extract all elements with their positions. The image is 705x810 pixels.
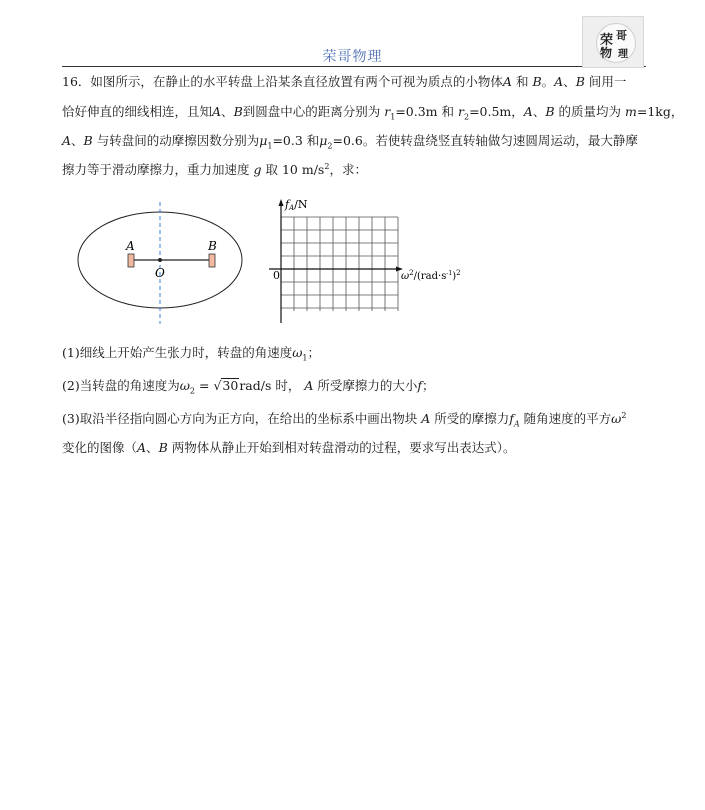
logo-char-2: 哥 bbox=[616, 29, 627, 42]
logo-char-3: 物 bbox=[600, 46, 613, 60]
label-o: O bbox=[155, 266, 165, 280]
center-point-o bbox=[158, 258, 162, 262]
grid-lines bbox=[281, 217, 398, 323]
label-b: B bbox=[208, 239, 217, 253]
header-divider bbox=[62, 66, 646, 67]
logo-char-1: 荣 bbox=[600, 33, 614, 48]
origin-label: 0 bbox=[273, 269, 280, 282]
y-axis-arrow-icon bbox=[279, 199, 284, 206]
question-3-line-1: (3)取沿半径指向圆心方向为正方向，在给出的坐标系中画出物块 A 所受的摩擦力$f_A$ 随角速度的平方$\omega^2$ bbox=[62, 410, 627, 429]
logo-char-4: 理 bbox=[618, 49, 628, 60]
problem-line-1: 16．如图所示，在静止的水平转盘上沿某条直径放置有两个可视为质点的小物体A 和 B。A、B 间用一 bbox=[62, 74, 627, 89]
question-3-line-2: 变化的图像（A、B 两物体从静止开始到相对转盘滑动的过程，要求写出表达式）。 bbox=[62, 440, 516, 455]
logo bbox=[582, 16, 644, 68]
label-a: A bbox=[126, 239, 135, 253]
sqrt-symbol: √ bbox=[213, 378, 222, 393]
y-axis-label: fA/N bbox=[285, 198, 308, 212]
turntable-figure bbox=[70, 200, 250, 330]
problem-line-2: 恰好伸直的细线相连，且知A、B到圆盘中心的距离分别为 $r_1=0.3m$ 和 $r_2=0.5m$，A、B 的质量均为 m=1kg， bbox=[62, 104, 684, 122]
header-title: 荣哥物理 bbox=[322, 49, 383, 65]
x-axis-label: $\omega^2/(rad\cdot s^{-1})^2$ bbox=[401, 269, 461, 282]
block-b bbox=[209, 254, 215, 267]
problem-line-3: A、B 与转盘间的动摩擦因数分别为$\mu_1=0.3$ 和$\mu_2=0.6$。若使转盘绕竖直转轴做匀速圆周运动，最大静摩 bbox=[62, 133, 638, 151]
question-2: (2)当转盘的角速度为$\omega_2 = √30rad/s$ 时， A 所受摩擦力的大小f； bbox=[62, 378, 435, 396]
block-a bbox=[128, 254, 134, 267]
sqrt-radicand: 30 bbox=[222, 378, 239, 393]
problem-line-4: 擦力等于滑动摩擦力，重力加速度 g 取 10 $m/s^2$，求： bbox=[62, 161, 367, 177]
question-1: (1)细线上开始产生张力时，转盘的角速度$\omega_1$； bbox=[62, 345, 321, 363]
fa-omega-graph bbox=[265, 195, 480, 330]
